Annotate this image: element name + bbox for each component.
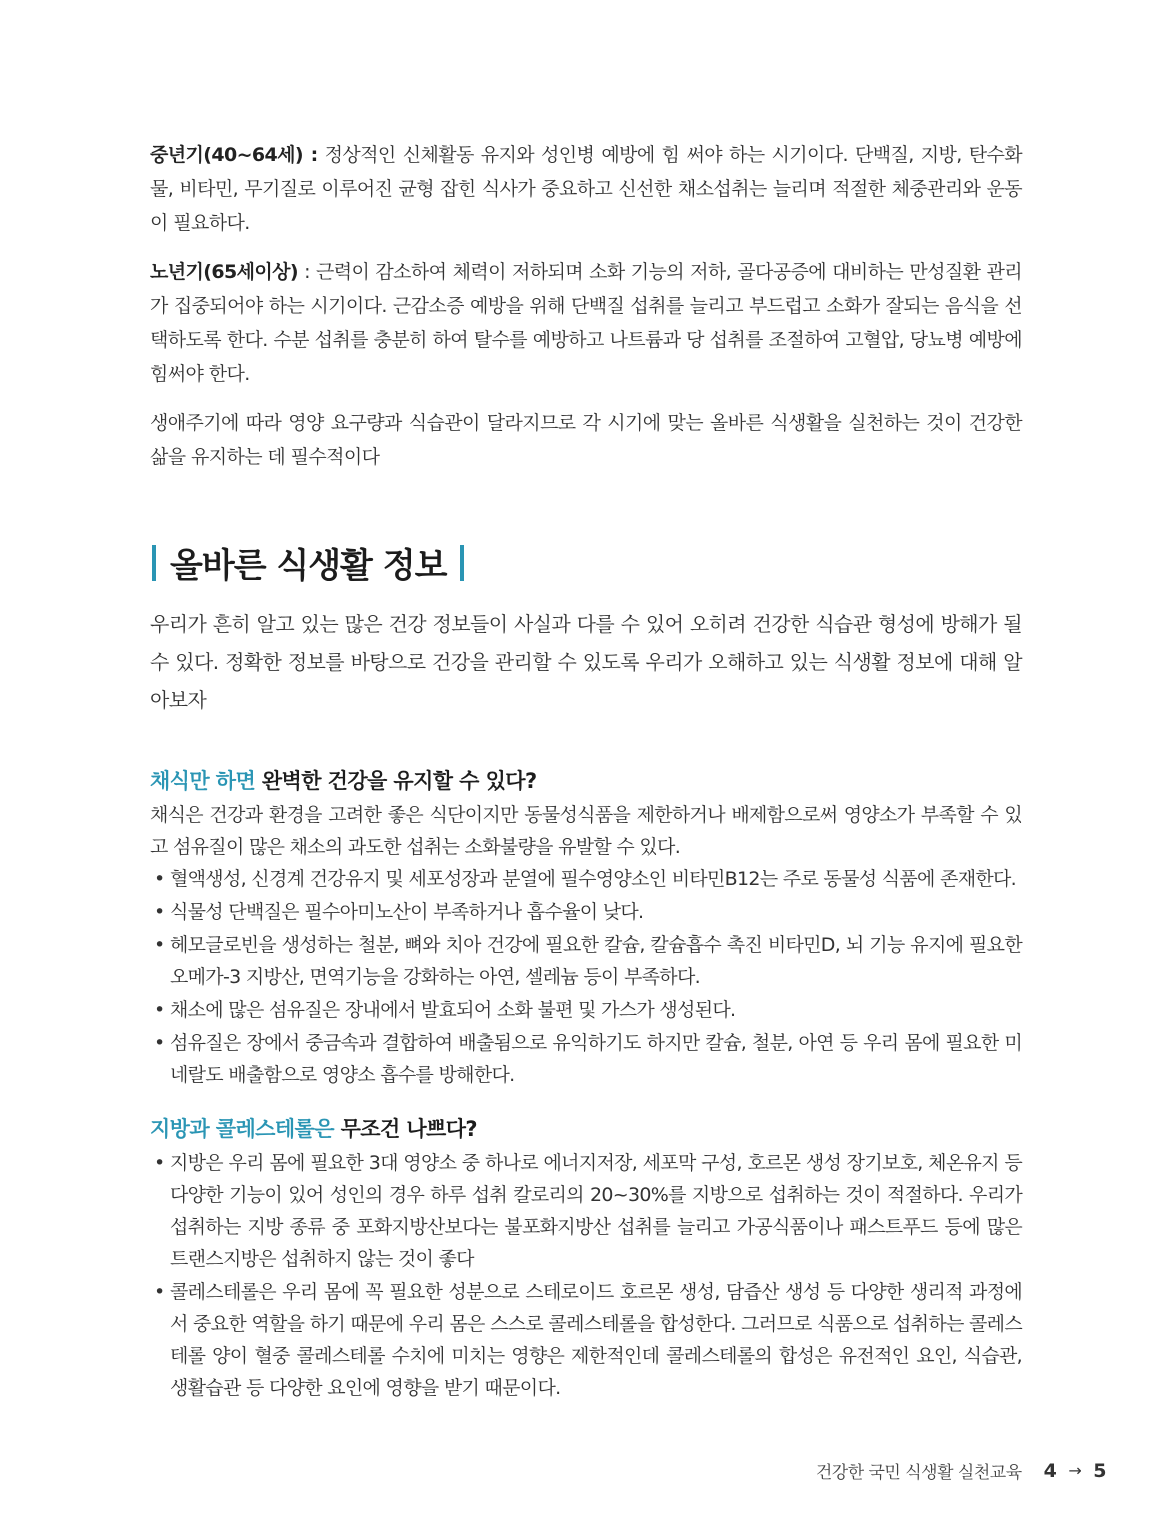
section-title bbox=[150, 538, 1022, 587]
list-item: • 식물성 단백질은 필수아미노산이 부족하거나 흡수율이 낮다. bbox=[150, 896, 1022, 928]
paragraph-old-age bbox=[150, 255, 1022, 391]
topic1-heading-accent: 채식만 하면 bbox=[150, 769, 256, 793]
old-age-text: : 근력이 감소하여 체력이 저하되며 소화 기능의 저하, 골다공증에 대비하는 만성질환 관리가 집중되어야 하는 시기이다. 근감소증 예방을 위해 단백질 섭취를 늘리고 부드럽고 소화가 잘되는 음식을 선택하도록 한다. 수분 섭취를 충분히 하여 탈수를 예방하고 나트륨과 당 섭취를 조절하여 고혈압, 당뇨병 예방에 힘써야 한다. bbox=[150, 261, 1022, 385]
list-item: • 콜레스테롤은 우리 몸에 꼭 필요한 성분으로 스테로이드 호르몬 생성, 담즙산 생성 등 다양한 생리적 과정에서 중요한 역할을 하기 때문에 우리 몸은 스스로 콜레스테롤을 합성한다. 그러므로 식품으로 섭취하는 콜레스테롤 양이 혈중 콜레스테롤 수치에 미치는 영향은 제한적인데 콜레스테롤의 합성은 유전적인 요인, 식습관, 생활습관 등 다양한 요인에 영향을 받기 때문이다. bbox=[150, 1276, 1022, 1404]
section-intro: 우리가 흔히 알고 있는 많은 건강 정보들이 사실과 다를 수 있어 오히려 건강한 식습관 형성에 방해가 될 수 있다. 정확한 정보를 바탕으로 건강을 관리할 수 있도록 우리가 오해하고 있는 식생활 정보에 대해 알아보자 bbox=[150, 612, 1022, 712]
list-item: • 지방은 우리 몸에 필요한 3대 영양소 중 하나로 에너지저장, 세포막 구성, 호르몬 생성 장기보호, 체온유지 등 다양한 기능이 있어 성인의 경우 하루 섭취 칼로리의 20~30%를 지방으로 섭취하는 것이 적절하다. 우리가 섭취하는 지방 종류 중 포화지방산보다는 불포화지방산 섭취를 늘리고 가공식품이나 패스트푸드 등에 많은 트랜스지방은 섭취하지 않는 것이 좋다 bbox=[150, 1147, 1022, 1275]
topic1-heading-rest: 완벽한 건강을 유지할 수 있다? bbox=[255, 769, 537, 793]
middle-age-text: 정상적인 신체활동 유지와 성인병 예방에 힘 써야 하는 시기이다. 단백질, 지방, 탄수화물, 비타민, 무기질로 이루어진 균형 잡힌 식사가 중요하고 신선한 채소섭취는 늘리며 적절한 체중관리와 운동이 필요하다. bbox=[150, 144, 1023, 234]
topic1-bullet-list bbox=[150, 863, 1022, 1091]
middle-age-label: 중년기(40~64세) : bbox=[150, 144, 318, 166]
page-number-left: 4 bbox=[1043, 1459, 1057, 1482]
topic1-heading bbox=[150, 765, 1022, 795]
list-item: • 섬유질은 장에서 중금속과 결합하여 배출됨으로 유익하기도 하지만 칼슘, 철분, 아연 등 우리 몸에 필요한 미네랄도 배출함으로 영양소 흡수를 방해한다. bbox=[150, 1027, 1022, 1091]
topic1-body: 채식은 건강과 환경을 고려한 좋은 식단이지만 동물성식품을 제한하거나 배제함으로써 영양소가 부족할 수 있고 섬유질이 많은 채소의 과도한 섭취는 소화불량을 유발할 수 있다. bbox=[150, 804, 1022, 858]
page-content bbox=[150, 138, 1022, 1405]
list-item: • 채소에 많은 섬유질은 장내에서 발효되어 소화 불편 및 가스가 생성된다. bbox=[150, 994, 1022, 1026]
arrow-right-icon: → bbox=[1068, 1461, 1082, 1480]
list-item: • 혈액생성, 신경계 건강유지 및 세포성장과 분열에 필수영양소인 비타민B12는 주로 동물성 식품에 존재한다. bbox=[150, 863, 1022, 895]
title-bar-right bbox=[460, 545, 464, 581]
list-item: • 헤모글로빈을 생성하는 철분, 뼈와 치아 건강에 필요한 칼슘, 칼슘흡수 촉진 비타민D, 뇌 기능 유지에 필요한 오메가-3 지방산, 면역기능을 강화하는 아연, 셀레늄 등이 부족하다. bbox=[150, 929, 1022, 993]
topic2-bullet-list bbox=[150, 1147, 1022, 1404]
footer-title: 건강한 국민 식생활 실천교육 bbox=[815, 1463, 1022, 1483]
topic2-heading-rest: 무조건 나쁘다? bbox=[333, 1117, 478, 1141]
topic2-heading bbox=[150, 1113, 1022, 1143]
paragraph-middle-age bbox=[150, 138, 1022, 240]
old-age-label: 노년기(65세이상) bbox=[150, 261, 298, 283]
section-title-text: 올바른 식생활 정보 bbox=[170, 546, 447, 586]
topic2-heading-accent: 지방과 콜레스테롤은 bbox=[150, 1117, 334, 1141]
paragraph-summary: 생애주기에 따라 영양 요구량과 식습관이 달라지므로 각 시기에 맞는 올바른 식생활을 실천하는 것이 건강한 삶을 유지하는 데 필수적이다 bbox=[150, 412, 1022, 468]
page-footer bbox=[816, 1458, 1106, 1483]
page-number-right: 5 bbox=[1093, 1459, 1106, 1482]
title-bar-left bbox=[152, 545, 156, 581]
